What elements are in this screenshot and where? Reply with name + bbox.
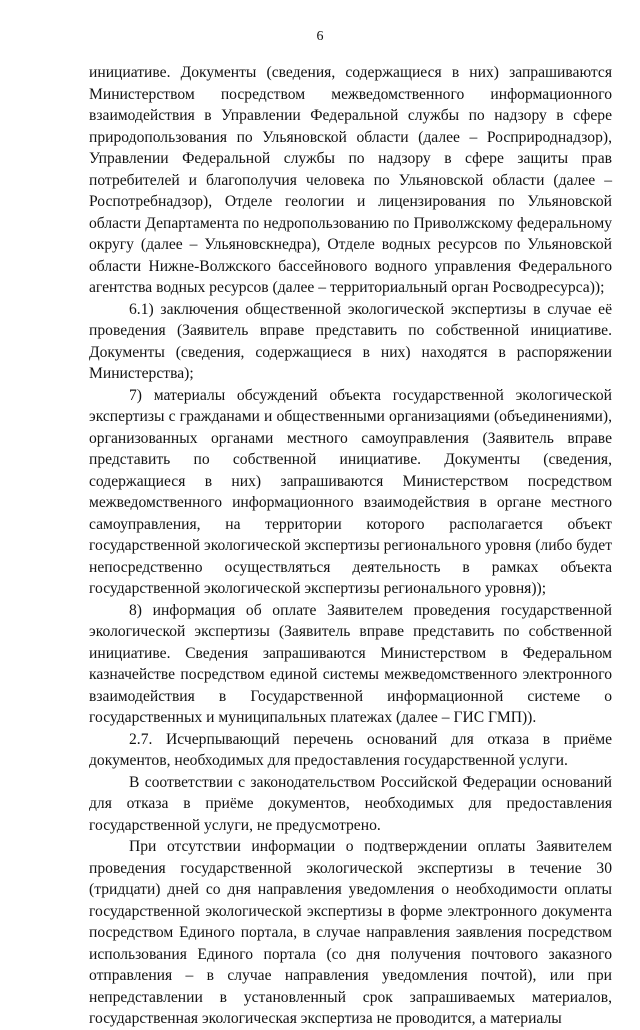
- paragraph-item-6-1: 6.1) заключения общественной экологической экспертизы в случае её проведения (Заявитель вправе представить по собственной инициативе. Документы (сведения, содержащиеся в них) находятся в распоряжении Министерства);: [89, 300, 612, 382]
- paragraph-no-grounds: В соответствии с законодательством Российской Федерации оснований для отказа в приёме документов, необходимых для предоставления государственной услуги, не предусмотрено.: [89, 773, 612, 834]
- paragraph-payment-absence: При отсутствии информации о подтверждении оплаты Заявителем проведения государственной экологической экспертизы в течение 30 (тридцати) дней со дня направления уведомления о необходимости оплаты государственной экологической экспертизы в форме электронного документа посредством Единого портала, в случае направления заявления посредством использования Единого портала (со дня получения почтового заказного отправления – в случае направления уведомления почтой), или при непредставлении в установленный срок запрашиваемых материалов, государственная экологическая экспертиза не проводится, а материалы: [89, 838, 612, 1027]
- page-number: 6: [316, 29, 324, 44]
- paragraph-section-2-7: 2.7. Исчерпывающий перечень оснований для отказа в приёме документов, необходимых для предоставления государственной услуги.: [89, 730, 612, 769]
- document-body: [89, 62, 612, 1030]
- paragraph-item-8: 8) информация об оплате Заявителем проведения государственной экологической экспертизы (Заявитель вправе представить по собственной инициативе. Сведения запрашиваются Министерством в Федеральном казначействе посредством единой системы межведомственного электронного взаимодействия в Государственной информационной системе о государственных и муниципальных платежах (далее – ГИС ГМП)).: [89, 601, 612, 726]
- paragraph-continuation: инициативе. Документы (сведения, содержащиеся в них) запрашиваются Министерством посредством межведомственного информационного взаимодействия в Управлении Федеральной службы по надзору в сфере природопользования по Ульяновской области (далее – Росприроднадзор), Управлении Федеральной службы по надзору в сфере защиты прав потребителей и благополучия человека по Ульяновской области (далее – Роспотребнадзор), Отделе геологии и лицензирования по Ульяновской области Департамента по недропользованию по Приволжскому федеральному округу (далее – Ульяновскнедра), Отделе водных ресурсов по Ульяновской области Нижне-Волжского бассейнового водного управления Федерального агентства водных ресурсов (далее – территориальный орган Росводресурса));: [89, 64, 612, 296]
- paragraph-item-7: 7) материалы обсуждений объекта государственной экологической экспертизы с гражданами и общественными организациями (объединениями), организованных органами местного самоуправления (Заявитель вправе представить по собственной инициативе. Документы (сведения, содержащиеся в них) запрашиваются Министерством посредством межведомственного информационного взаимодействия в органе местного самоуправления, на территории которого располагается объект государственной экологической экспертизы регионального уровня (либо будет непосредственно осуществляться деятельность в рамках объекта государственной экологической экспертизы регионального уровня));: [89, 386, 613, 597]
